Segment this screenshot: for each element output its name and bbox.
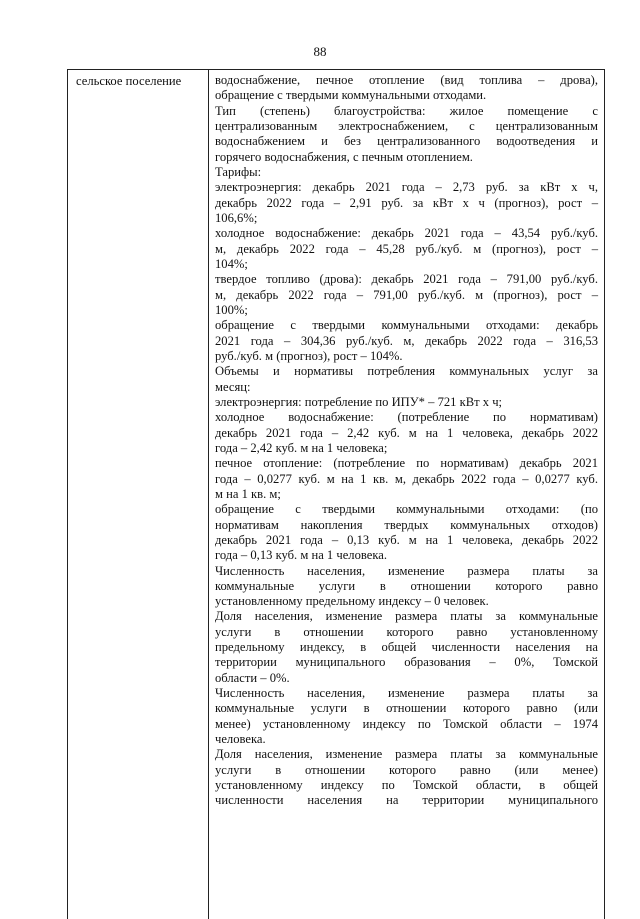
text-line: печное отопление: (потребление по нормативам) декабрь 2021: [215, 456, 598, 471]
text-line: месяц:: [215, 379, 251, 394]
text-line: Объемы и нормативы потребления коммунальных услуг за: [215, 364, 598, 379]
text-line: декабрь 2021 года – 2,42 куб. м на 1 человека, декабрь 2022: [215, 425, 598, 440]
text-line: коммунальные услуги в отношении которого равно (или: [215, 701, 598, 716]
text-line: Тарифы:: [215, 164, 262, 179]
text-line: твердое топливо (дрова): декабрь 2021 года – 791,00 руб./куб.: [215, 272, 598, 287]
text-line: Тип (степень) благоустройства: жилое помещение с: [215, 103, 598, 118]
text-line: обращение с твердыми коммунальными отходами: декабрь: [215, 318, 598, 333]
page-number: 88: [313, 44, 327, 59]
text-line: горячего водоснабжения, с печным отоплением.: [215, 149, 473, 164]
text-line: водоснабжением и без централизованного водоотведения и: [215, 134, 598, 149]
text-line: 100%;: [215, 302, 248, 317]
text-line: года – 0,0277 куб. м на 1 кв. м, декабрь 2022 года – 0,0277 куб.: [215, 471, 598, 486]
text-line: года – 0,13 куб. м на 1 человека.: [215, 548, 388, 563]
document-table: [67, 69, 605, 919]
text-line: электроэнергия: декабрь 2021 года – 2,73 руб. за кВт х ч,: [215, 180, 598, 195]
text-line: обращение с твердыми коммунальными отходами: (по: [215, 502, 598, 517]
text-line: области – 0%.: [215, 670, 290, 685]
text-line: декабрь 2022 года – 2,91 руб. за кВт х ч (прогноз), рост –: [215, 195, 598, 210]
settlement-type-cell: сельское поселение: [76, 74, 182, 88]
text-line: Численность населения, изменение размера платы за: [215, 686, 598, 701]
text-line: Численность населения, изменение размера платы за: [215, 563, 598, 578]
text-line: декабрь 2021 года – 0,13 куб. м на 1 человека, декабрь 2022: [215, 532, 598, 547]
text-line: холодное водоснабжение: декабрь 2021 года – 43,54 руб./куб.: [215, 226, 598, 241]
text-line: холодное водоснабжение: (потребление по нормативам): [215, 410, 598, 425]
text-line: установленному предельному индексу – 0 человек.: [215, 594, 489, 609]
text-line: 106,6%;: [215, 210, 258, 225]
text-line: 2021 года – 304,36 руб./куб. м, декабрь 2022 года – 316,53: [215, 333, 598, 348]
text-line: обращение с твердыми коммунальными отходами.: [215, 88, 487, 103]
text-line: года – 2,42 куб. м на 1 человека;: [215, 440, 388, 455]
text-line: территории муниципального образования – 0%, Томской: [215, 655, 598, 670]
text-line: водоснабжение, печное отопление (вид топлива – дрова),: [215, 73, 598, 87]
text-line: 104%;: [215, 256, 248, 271]
text-line: человека.: [215, 732, 266, 747]
text-line: установленному индексу по Томской области, в общей: [215, 778, 598, 793]
text-line: услуги в отношении которого равно (или менее): [215, 762, 598, 777]
text-line: услуги в отношении которого равно установленному: [215, 624, 598, 639]
text-line: руб./куб. м (прогноз), рост – 104%.: [215, 348, 403, 363]
text-line: м, декабрь 2022 года – 45,28 руб./куб. м (прогноз), рост –: [215, 241, 598, 256]
text-line: централизованным электроснабжением, с централизованным: [215, 118, 598, 133]
text-line: м, декабрь 2022 года – 791,00 руб./куб. м (прогноз), рост –: [215, 287, 598, 302]
description-cell: [215, 73, 598, 809]
text-line: Доля населения, изменение размера платы за коммунальные: [215, 747, 598, 762]
text-line: коммунальные услуги в отношении которого равно: [215, 578, 598, 593]
text-line: менее) установленному индексу по Томской области – 1974: [215, 716, 598, 731]
text-line: м на 1 кв. м;: [215, 486, 281, 501]
text-line: нормативам накопления твердых коммунальных отходов): [215, 517, 598, 532]
text-line: численности населения на территории муниципального: [215, 793, 598, 808]
text-line: предельному индексу, в общей численности населения на: [215, 640, 598, 655]
text-line: электроэнергия: потребление по ИПУ* – 721 кВт х ч;: [215, 394, 503, 409]
text-line: Доля населения, изменение размера платы за коммунальные: [215, 609, 598, 624]
column-divider: [208, 70, 209, 919]
